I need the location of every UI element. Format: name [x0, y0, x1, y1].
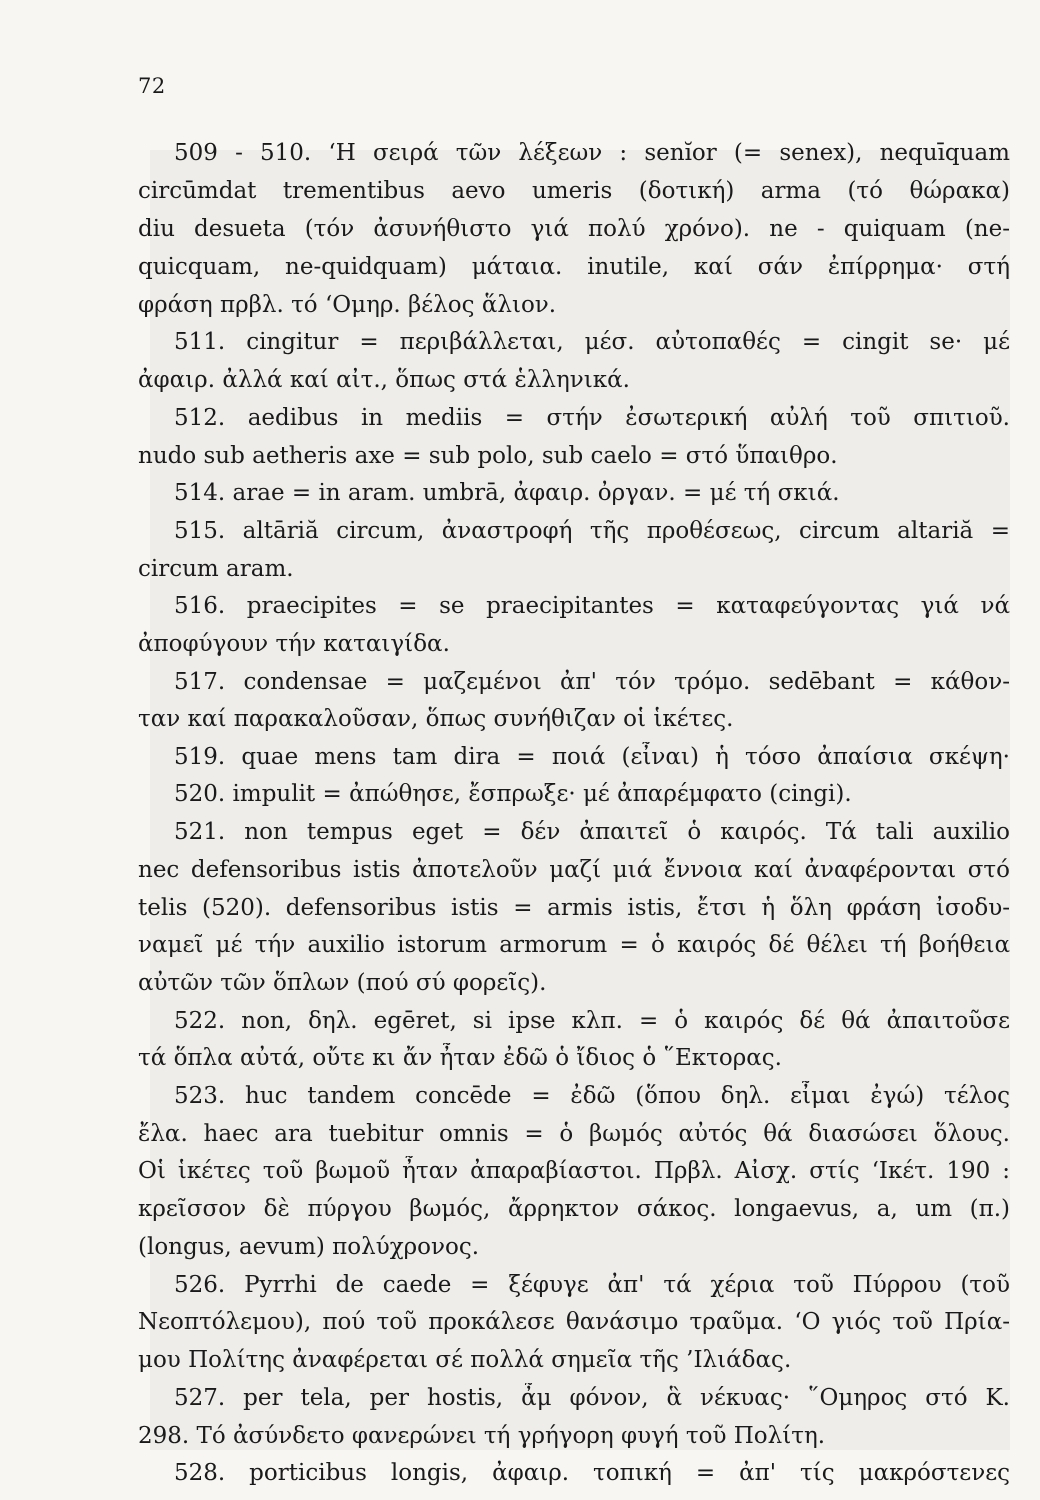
text-line: quicquam, ne-quidquam) μάταια. inutile, καί σάν ἐπίρρημα· στή — [138, 254, 1010, 280]
text-line: (longus, aevum) πολύχρονος. — [138, 1234, 480, 1260]
text-line: ταν καί παρακαλοῦσαν, ὅπως συνήθιζαν οἱ ἱκέτες. — [138, 706, 734, 732]
text-line: 517. condensae = μαζεμένοι ἀπ' τόν τρόμο. sedēbant = κάθον- — [174, 669, 1010, 695]
text-line: 298. Τό ἀσύνδετο φανερώνει τή γρήγορη φυγή τοῦ Πολίτη. — [138, 1423, 826, 1449]
text-line: 522. non, δηλ. egēret, si ipse κλπ. = ὁ καιρός δέ θά ἀπαιτοῦσε — [174, 1008, 1010, 1034]
text-line: telis (520). defensoribus istis = armis istis, ἔτσι ἡ ὅλη φράση ἰσοδυ- — [138, 895, 1010, 921]
text-line: ναμεῖ μέ τήν auxilio istorum armorum = ὁ καιρός δέ θέλει τή βοήθεια — [138, 932, 1010, 958]
text-line: μου Πολίτης ἀναφέρεται σέ πολλά σημεῖα τῆς ’Ιλιάδας. — [138, 1347, 792, 1373]
text-line: 523. huc tandem concēde = ἐδῶ (ὅπου δηλ. εἶμαι ἐγώ) τέλος — [174, 1083, 1010, 1109]
text-line: 511. cingitur = περιβάλλεται, μέσ. αὐτοπαθές = cingit se· μέ — [174, 329, 1010, 355]
text-line: nudo sub aetheris axe = sub polo, sub caelo = στό ὕπαιθρο. — [138, 443, 838, 469]
text-line: 509 - 510. ‘Η σειρά τῶν λέξεων : senĭor (= senex), nequīquam — [174, 140, 1010, 166]
text-line: ἔλα. haec ara tuebitur omnis = ὁ βωμός αὐτός θά διασώσει ὅλους. — [138, 1121, 1010, 1147]
text-line: circūmdat trementibus aevo umeris (δοτική) arma (τό θώρακα) — [138, 178, 1010, 204]
text-line: nec defensoribus istis ἀποτελοῦν μαζί μιά ἔννοια καί ἀναφέρονται στό — [138, 857, 1010, 883]
text-line: 521. non tempus eget = δέν ἀπαιτεῖ ὁ καιρός. Τά tali auxilio — [174, 819, 1010, 845]
text-line: κρεῖσσον δὲ πύργου βωμός, ἄρρηκτον σάκος. longaevus, a, um (π.) — [138, 1196, 1010, 1222]
page-number: 72 — [138, 74, 166, 98]
text-line: 512. aedibus in mediis = στήν ἐσωτερική αὐλή τοῦ σπιτιοῦ. — [174, 405, 1010, 431]
text-line: τά ὅπλα αὐτά, οὔτε κι ἄν ἦταν ἐδῶ ὁ ἴδιος ὁ ῞Εκτορας. — [138, 1045, 782, 1071]
text-line: 520. impulit = ἀπώθησε, ἔσπρωξε· μέ ἀπαρέμφατο (cingi). — [174, 781, 852, 807]
text-line: 519. quae mens tam dira = ποιά (εἶναι) ἡ τόσο ἀπαίσια σκέψη· — [174, 744, 1010, 770]
text-line: 516. praecipites = se praecipitantes = καταφεύγοντας γιά νά — [174, 593, 1010, 619]
text-line: ἀποφύγουν τήν καταιγίδα. — [138, 631, 450, 657]
text-line: 526. Pyrrhi de caede = ξέφυγε ἀπ' τά χέρια τοῦ Πύρρου (τοῦ — [174, 1272, 1010, 1298]
text-line: 527. per tela, per hostis, ἆμ φόνον, ἃ νέκυας· ῞Ομηρος στό Κ. — [174, 1385, 1010, 1411]
text-line: ἀφαιρ. ἀλλά καί αἰτ., ὅπως στά ἑλληνικά. — [138, 367, 630, 393]
text-line: 515. altāriă circum, ἀναστροφή τῆς προθέσεως, circum altariă = — [174, 518, 1010, 544]
text-line: Νεοπτόλεμου), πού τοῦ προκάλεσε θανάσιμο τραῦμα. ‘Ο γιός τοῦ Πρία- — [138, 1309, 1010, 1335]
text-line: αὐτῶν τῶν ὅπλων (πού σύ φορεῖς). — [138, 970, 547, 996]
text-line: 528. porticibus longis, ἀφαιρ. τοπική = ἀπ' τίς μακρόστενες — [174, 1460, 1010, 1486]
text-line: φράση πρβλ. τό ‘Ομηρ. βέλος ἅλιον. — [138, 292, 557, 318]
text-line: diu desueta (τόν ἀσυνήθιστο γιά πολύ χρόνο). ne - quiquam (ne- — [138, 216, 1010, 242]
text-line: Οἱ ἱκέτες τοῦ βωμοῦ ἦταν ἀπαραβίαστοι. Πρβλ. Αἰσχ. στίς ‘Ικέτ. 190 : — [138, 1158, 1010, 1184]
text-line: circum aram. — [138, 556, 294, 582]
text-line: 514. arae = in aram. umbrā, ἀφαιρ. ὀργαν. = μέ τή σκιά. — [174, 480, 840, 506]
